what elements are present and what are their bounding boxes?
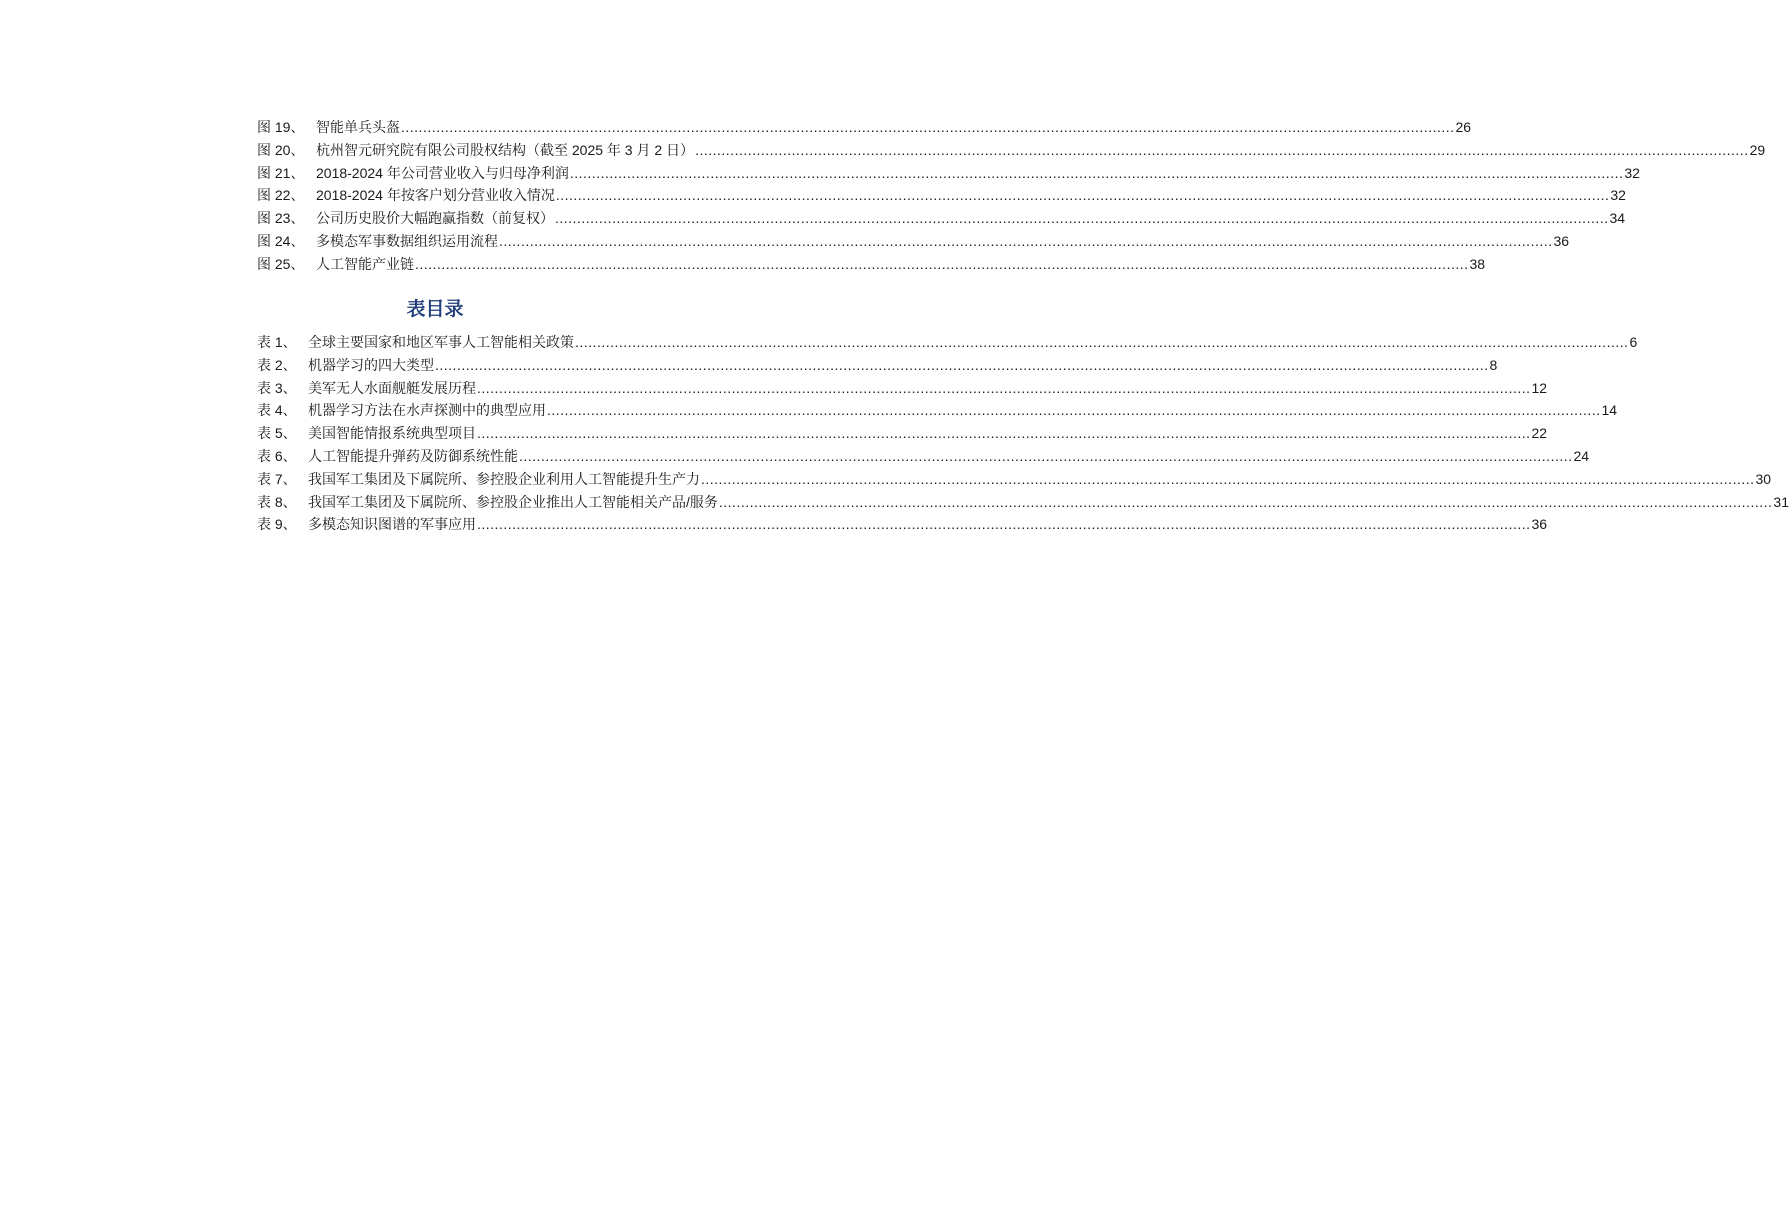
dot-leader <box>575 331 1629 354</box>
dot-leader <box>719 491 1773 514</box>
entry-label: 表 6、 <box>257 447 297 464</box>
dot-leader <box>701 468 1755 491</box>
entry-label: 表 5、 <box>257 425 297 442</box>
figure-list <box>257 116 1766 276</box>
dot-leader <box>555 207 1609 230</box>
dot-leader <box>477 422 1531 445</box>
entry-title: 机器学习方法在水声探测中的典型应用 <box>308 402 546 419</box>
entry-label: 表 7、 <box>257 470 297 487</box>
entry-label: 图 22、 <box>257 187 305 204</box>
entry-page-number: 34 <box>1609 210 1626 227</box>
entry-page-number: 38 <box>1469 255 1486 272</box>
entry-title: 杭州智元研究院有限公司股权结构（截至 2025 年 3 月 2 日） <box>316 141 695 158</box>
entry-page-number: 22 <box>1531 425 1548 442</box>
entry-title: 全球主要国家和地区军事人工智能相关政策 <box>308 334 574 350</box>
entry-label: 表 4、 <box>257 402 297 419</box>
dot-leader <box>519 445 1573 468</box>
toc-entry-figure-23[interactable] <box>257 207 1626 230</box>
dot-leader <box>415 253 1469 276</box>
toc-entry-figure-21[interactable] <box>257 162 1640 185</box>
entry-label: 图 20、 <box>257 141 305 158</box>
toc-entry-table-1[interactable] <box>257 331 1638 354</box>
entry-title: 2018-2024 年公司营业收入与归母净利润 <box>316 164 569 181</box>
entry-label: 表 3、 <box>257 379 297 396</box>
table-list <box>257 331 1789 536</box>
entry-page-number: 36 <box>1531 516 1548 533</box>
entry-title: 人工智能提升弹药及防御系统性能 <box>308 447 518 464</box>
entry-page-number: 26 <box>1455 119 1472 135</box>
tables-section-heading: 表目录 <box>406 299 464 320</box>
toc-entry-table-3[interactable] <box>257 377 1548 400</box>
toc-entry-table-4[interactable] <box>257 399 1618 422</box>
dot-leader <box>547 399 1601 422</box>
toc-entry-table-9[interactable] <box>257 513 1548 536</box>
entry-title: 多模态军事数据组织运用流程 <box>316 232 498 249</box>
entry-label: 表 1、 <box>257 334 297 350</box>
dot-leader <box>401 116 1455 139</box>
toc-entry-figure-20[interactable] <box>257 139 1766 162</box>
toc-entry-table-7[interactable] <box>257 468 1772 491</box>
entry-label: 图 19、 <box>257 119 305 135</box>
dot-leader <box>499 230 1553 253</box>
entry-title: 机器学习的四大类型 <box>308 356 434 373</box>
entry-title: 美军无人水面舰艇发展历程 <box>308 379 476 396</box>
toc-entry-figure-25[interactable] <box>257 253 1486 276</box>
entry-title: 人工智能产业链 <box>316 255 414 272</box>
entry-label: 表 2、 <box>257 356 297 373</box>
dot-leader <box>570 162 1624 185</box>
dot-leader <box>477 513 1531 536</box>
entry-page-number: 24 <box>1573 447 1590 464</box>
entry-page-number: 6 <box>1629 334 1638 350</box>
entry-page-number: 32 <box>1610 187 1626 204</box>
entry-title: 多模态知识图谱的军事应用 <box>308 516 476 533</box>
toc-entry-figure-19[interactable] <box>257 116 1472 139</box>
entry-label: 图 24、 <box>257 232 305 249</box>
dot-leader <box>477 377 1531 400</box>
entry-page-number: 8 <box>1489 356 1498 373</box>
entry-title: 我国军工集团及下属院所、参控股企业推出人工智能相关产品/服务 <box>308 493 718 510</box>
entry-title: 我国军工集团及下属院所、参控股企业利用人工智能提升生产力 <box>308 470 700 487</box>
entry-title: 美国智能情报系统典型项目 <box>308 425 476 442</box>
dot-leader <box>695 139 1749 162</box>
entry-title: 智能单兵头盔 <box>316 119 400 135</box>
entry-page-number: 29 <box>1749 141 1766 158</box>
entry-page-number: 36 <box>1553 232 1570 249</box>
toc-entry-table-2[interactable] <box>257 354 1498 377</box>
dot-leader <box>556 184 1610 207</box>
entry-label: 表 9、 <box>257 516 297 533</box>
entry-page-number: 30 <box>1755 470 1772 487</box>
entry-page-number: 31 <box>1773 493 1789 510</box>
entry-page-number: 32 <box>1624 164 1640 181</box>
toc-entry-table-6[interactable] <box>257 445 1590 468</box>
entry-title: 公司历史股价大幅跑赢指数（前复权） <box>316 210 554 227</box>
entry-label: 表 8、 <box>257 493 297 510</box>
toc-entry-figure-22[interactable] <box>257 184 1626 207</box>
dot-leader <box>435 354 1489 377</box>
entry-page-number: 14 <box>1601 402 1618 419</box>
entry-title: 2018-2024 年按客户划分营业收入情况 <box>316 187 555 204</box>
entry-page-number: 12 <box>1531 379 1548 396</box>
toc-entry-table-5[interactable] <box>257 422 1548 445</box>
toc-entry-table-8[interactable] <box>257 491 1789 514</box>
toc-entry-figure-24[interactable] <box>257 230 1570 253</box>
entry-label: 图 21、 <box>257 164 305 181</box>
entry-label: 图 23、 <box>257 210 305 227</box>
entry-label: 图 25、 <box>257 255 305 272</box>
